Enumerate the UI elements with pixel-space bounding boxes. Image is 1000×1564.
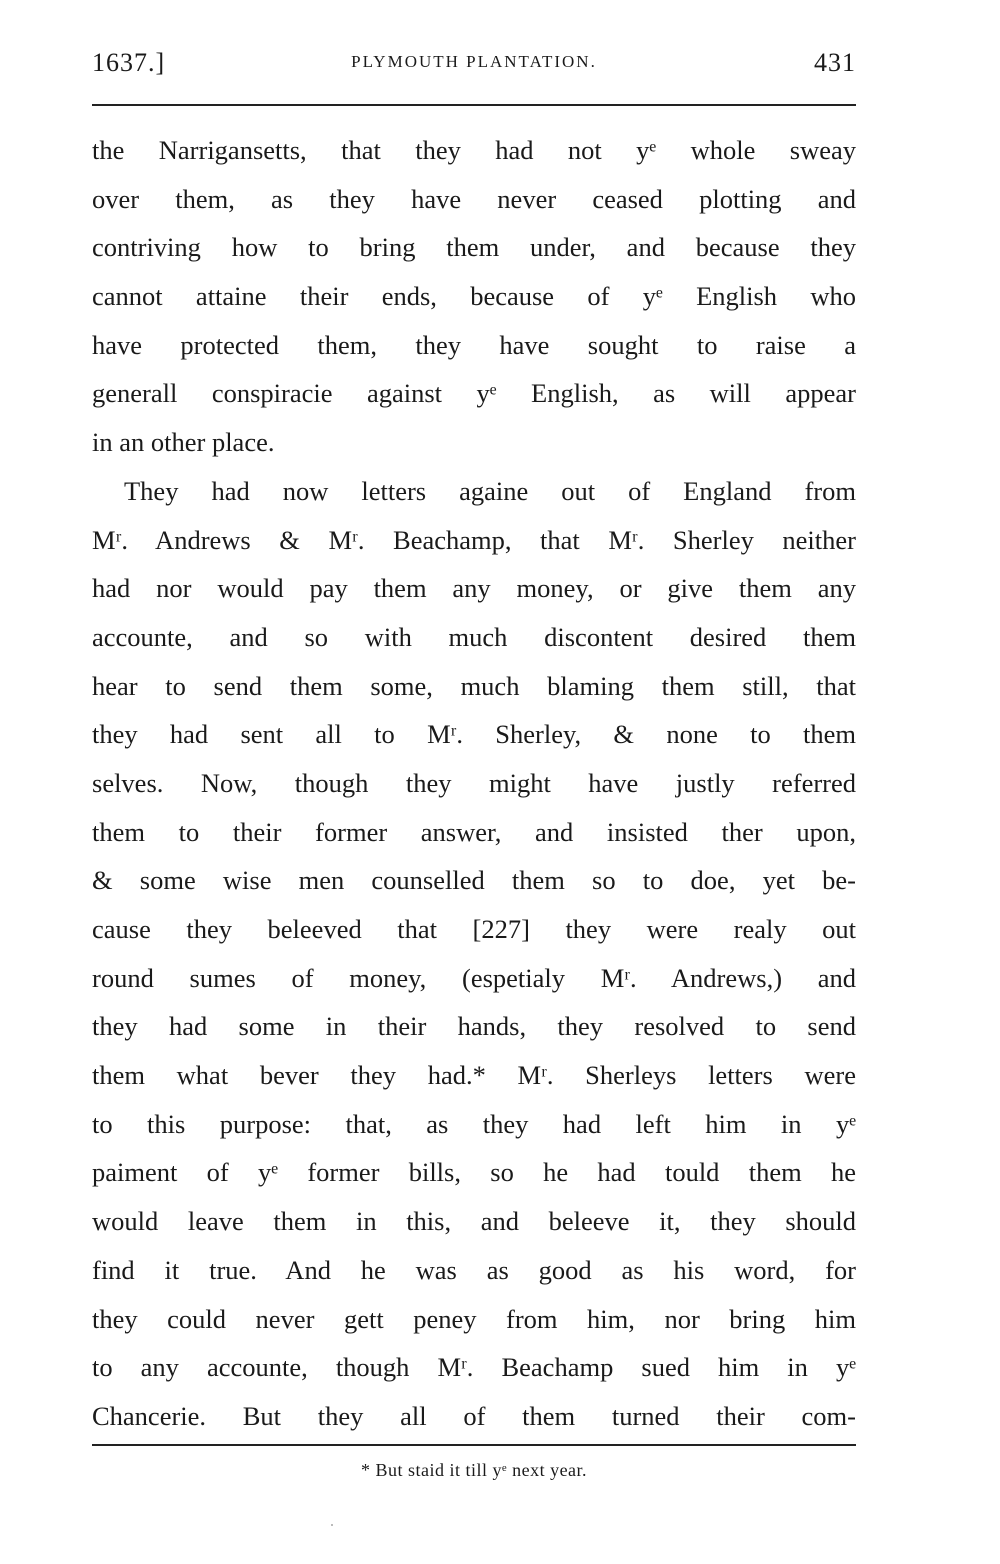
text-line: & some wise men counselled them so to doe, yet be-	[92, 865, 856, 896]
text-line: would leave them in this, and beleeve it, they should	[92, 1206, 856, 1237]
text-line: Chancerie. But they all of them turned their com-	[92, 1400, 856, 1431]
text-line: the Narrigansetts, that they had not yᵉ whole sweay	[92, 135, 856, 165]
paper-speck	[331, 1524, 333, 1526]
body-text	[92, 126, 856, 1441]
text-line: selves. Now, though they might have justly referred	[92, 767, 856, 798]
text-line: in an other place.	[92, 427, 275, 458]
text-line: over them, as they have never ceased plotting and	[92, 183, 856, 214]
text-line: cause they beleeved that [227] they were realy out	[92, 914, 856, 944]
text-line: they had some in their hands, they resolved to send	[92, 1011, 856, 1042]
text-line: contriving how to bring them under, and because they	[92, 232, 856, 263]
header-year: 1637.]	[92, 48, 166, 77]
text-line: had nor would pay them any money, or give them any	[92, 573, 856, 604]
text-line: them to their former answer, and insisted ther upon,	[92, 816, 856, 847]
text-line: find it true. And he was as good as his word, for	[92, 1254, 856, 1285]
header-rule	[92, 104, 856, 106]
footnote-rule	[92, 1444, 856, 1446]
running-header	[92, 48, 856, 88]
text-line: paiment of yᵉ former bills, so he had tould them he	[92, 1157, 856, 1188]
text-line: accounte, and so with much discontent desired them	[92, 621, 856, 652]
text-line: to this purpose: that, as they had left him in yᵉ	[92, 1108, 856, 1139]
header-title: PLYMOUTH PLANTATION.	[351, 52, 597, 71]
text-line: generall conspiracie against yᵉ English, as will appear	[92, 378, 856, 409]
text-line: they had sent all to Mʳ. Sherley, & none to them	[92, 719, 856, 750]
text-line: they could never gett peney from him, nor bring him	[92, 1303, 856, 1334]
footnote: * But staid it till yᵉ next year.	[360, 1460, 588, 1480]
text-line: Mʳ. Andrews & Mʳ. Beachamp, that Mʳ. Sherley neither	[92, 524, 856, 555]
text-line: have protected them, they have sought to raise a	[92, 329, 856, 360]
text-line: They had now letters againe out of England from	[124, 475, 856, 506]
text-line: hear to send them some, much blaming them still, that	[92, 670, 856, 701]
text-line: round sumes of money, (espetialy Mʳ. Andrews,) and	[92, 962, 856, 993]
text-line: to any accounte, though Mʳ. Beachamp sued him in yᵉ	[92, 1352, 856, 1383]
text-line: them what bever they had.* Mʳ. Sherleys letters were	[92, 1060, 856, 1091]
page-number: 431	[814, 48, 856, 77]
text-line: cannot attaine their ends, because of yᵉ English who	[92, 281, 856, 312]
